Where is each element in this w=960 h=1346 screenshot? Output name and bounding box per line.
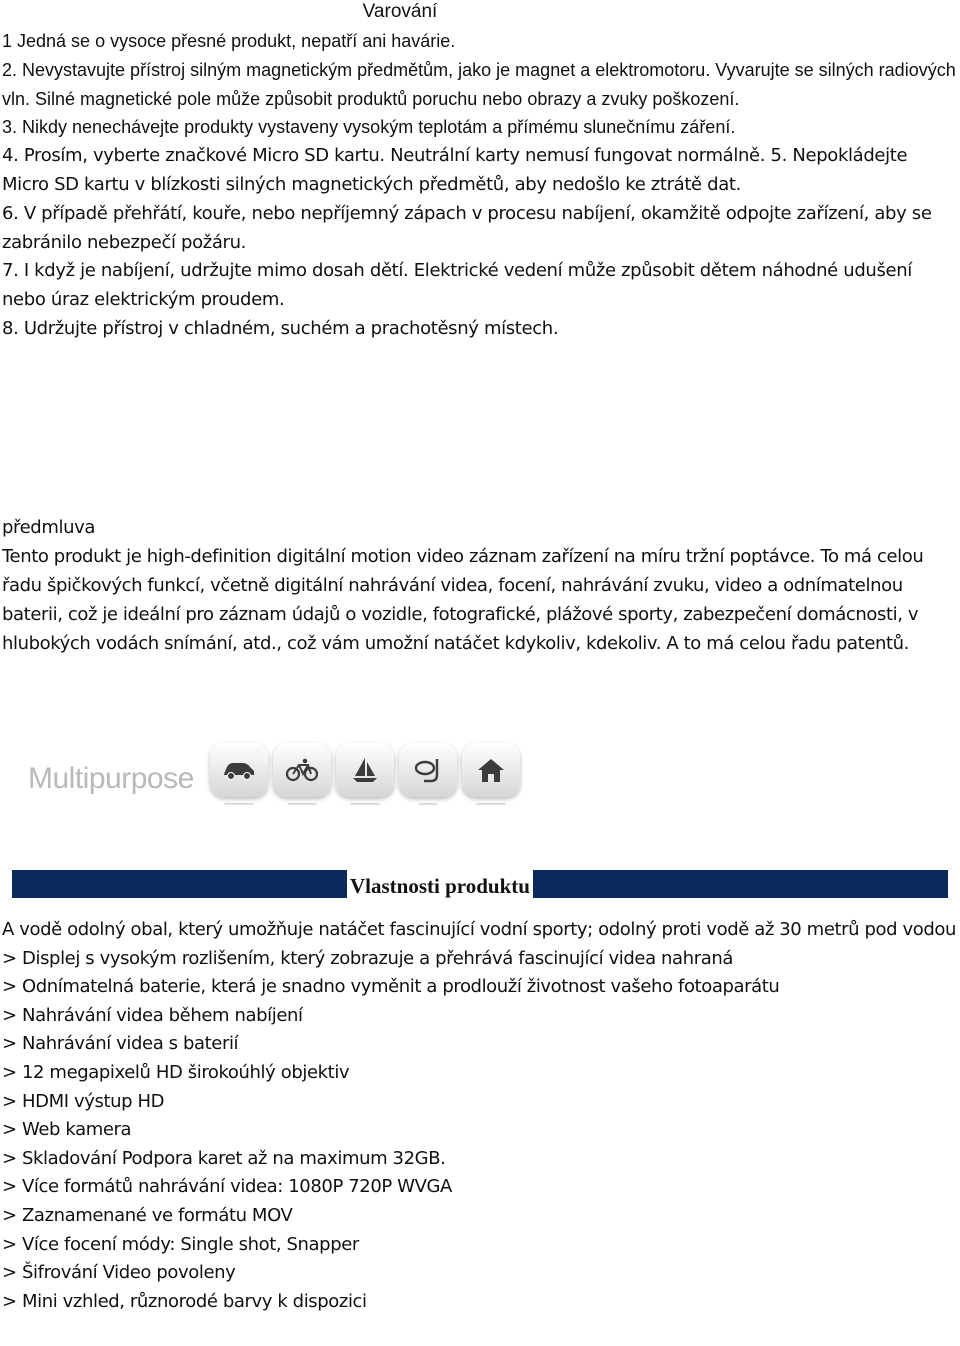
warning-item-2: 2. Nevystavujte přístroj silným magnetickým předmětům, jako je magnet a elektromotoru. Vyvarujte se silných radiových vln. Silné magnetické pole může způsobit produktů poruchu nebo obrazy a zvuky poškození.: [2, 59, 956, 109]
preface-title: předmluva: [2, 517, 95, 538]
bicycle-icon: [273, 743, 331, 797]
multipurpose-label: Multipurpose: [28, 762, 194, 795]
house-caption: ━━━━━━━━: [476, 802, 506, 808]
sailboat-icon: [336, 743, 394, 797]
feature-item: > HDMI výstup HD: [2, 1090, 165, 1112]
warning-item-4-5: 4. Prosím, vyberte značkové Micro SD kartu. Neutrální karty nemusí fungovat normálně. 5. Nepokládejte Micro SD kartu v blízkosti silných magnetických předmětů, aby nedošlo ke ztrátě dat.: [2, 145, 908, 195]
diving-mask-icon: [399, 743, 457, 797]
warning-item-7: 7. I když je nabíjení, udržujte mimo dosah dětí. Elektrické vedení může způsobit dětem náhodné udušení nebo úraz elektrickým proudem.: [2, 260, 912, 311]
feature-item: > Více formátů nahrávání videa: 1080P 720P WVGA: [2, 1176, 452, 1198]
feature-item: > Skladování Podpora karet až na maximum 32GB.: [2, 1147, 446, 1169]
feature-item: > Web kamera: [2, 1119, 132, 1141]
warning-item-8: 8. Udržujte přístroj v chladném, suchém a prachotěsný místech.: [2, 317, 559, 339]
warning-item-3: 3. Nikdy nenechávejte produkty vystaveny vysokým teplotám a přímému slunečnímu záření.: [2, 117, 736, 138]
warning-item-6: 6. V případě přehřátí, kouře, nebo nepříjemný zápach v procesu nabíjení, okamžitě odpojte zařízení, aby se zabránilo nebezpečí požáru.: [2, 202, 932, 253]
feature-item: > Zaznamenané ve formátu MOV: [2, 1204, 293, 1226]
car-caption: ━━━━━━━━: [224, 802, 254, 808]
diving-caption: ━━━━━: [418, 802, 438, 808]
feature-item: > Šifrování Video povoleny: [2, 1262, 236, 1284]
multipurpose-banner: [28, 740, 528, 820]
bicycle-caption: ━━━━━━━━: [287, 802, 317, 808]
warning-title: Varování: [362, 1, 438, 22]
feature-item: > Nahrávání videa s baterií: [2, 1033, 239, 1055]
house-icon: [462, 743, 520, 797]
feature-item: > 12 megapixelů HD širokoúhlý objektiv: [2, 1061, 350, 1083]
feature-item: > Mini vzhled, různorodé barvy k dispozici: [2, 1290, 367, 1312]
preface-text: Tento produkt je high-definition digitální motion video záznam zařízení na míru tržní poptávce. To má celou řadu špičkových funkcí, včetně digitální nahrávání videa, focení, nahrávání zvuku, video a odnímatelnou baterii, což je ideální pro záznam údajů o vozidle, fotografické, plážové sporty, zabezpečení domácnosti, v hlubokých vodách snímání, atd., což vám umožní natáčet kdykoliv, kdekoliv. A to má celou řadu patentů.: [2, 546, 924, 654]
features-list: [2, 916, 958, 1316]
feature-item: > Více focení módy: Single shot, Snapper: [2, 1233, 359, 1255]
feature-item: A vodě odolný obal, který umožňuje natáčet fascinující vodní sporty; odolný proti vodě až 30 metrů pod vodou: [2, 919, 956, 940]
car-icon: [210, 743, 268, 797]
feature-item: > Odnímatelná baterie, která je snadno vyměnit a prodlouží životnost vašeho fotoaparátu: [2, 976, 780, 998]
preface-section: [2, 513, 958, 658]
sailboat-caption: ━━━━━━━━: [350, 802, 380, 808]
feature-item: > Displej s vysokým rozlišením, který zobrazuje a přehrává fascinující videa nahraná: [2, 947, 733, 969]
warning-item-1: 1 Jedná se o vysoce přesné produkt, nepatří ani havárie.: [2, 31, 456, 51]
features-title: Vlastnosti produktu: [347, 870, 533, 900]
feature-item: > Nahrávání videa během nabíjení: [2, 1004, 303, 1026]
warning-list: [2, 27, 958, 344]
